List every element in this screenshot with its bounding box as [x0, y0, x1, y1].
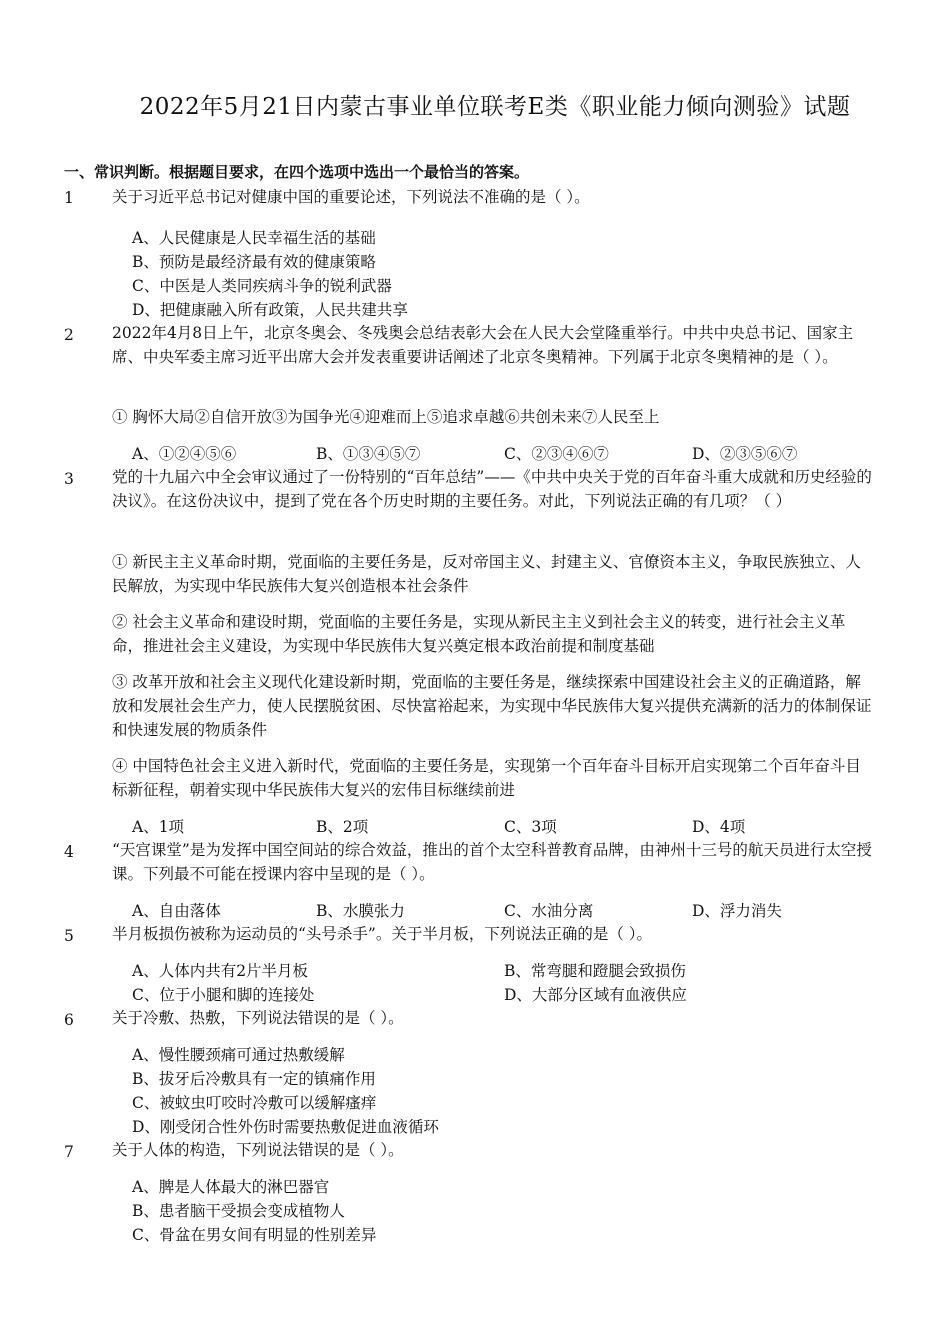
- question-7-option-b: B、患者脑干受损会变成植物人: [132, 1202, 345, 1220]
- question-4-option-c: C、水油分离: [504, 902, 594, 920]
- question-5-option-b: B、常弯腿和蹬腿会致损伤: [504, 962, 686, 980]
- question-2-item-list: ① 胸怀大局②自信开放③为国争光④迎难而上⑤追求卓越⑥共创未来⑦人民至上: [112, 408, 660, 426]
- question-5-option-a: A、人体内共有2片半月板: [132, 962, 309, 980]
- question-2-option-a: A、①②④⑤⑥: [132, 445, 237, 463]
- question-3-item-4: ④ 中国特色社会主义进入新时代，党面临的主要任务是，实现第一个百年奋斗目标开启实现第二个百年奋斗目标新征程，朝着实现中华民族伟大复兴的宏伟目标继续前进: [112, 757, 861, 799]
- question-2-option-d: D、②③⑤⑥⑦: [692, 445, 798, 463]
- question-6-option-a: A、慢性腰颈痛可通过热敷缓解: [132, 1046, 345, 1064]
- question-3-item-2: ② 社会主义革命和建设时期，党面临的主要任务是，实现从新民主主义到社会主义的转变，进行社会主义革命，推进社会主义建设，为实现中华民族伟大复兴奠定根本政治前提和制度基础: [112, 613, 846, 655]
- question-3-item-1: ① 新民主主义革命时期，党面临的主要任务是，反对帝国主义、封建主义、官僚资本主义，争取民族独立、人民解放，为实现中华民族伟大复兴创造根本社会条件: [112, 553, 861, 595]
- question-4-stem: “天宫课堂”是为发挥中国空间站的综合效益，推出的首个太空科普教育品牌，由神州十三号的航天员进行太空授课。下列最不可能在授课内容中呈现的是（ ）。: [112, 841, 872, 883]
- question-5-option-c: C、位于小腿和脚的连接处: [132, 986, 315, 1004]
- question-2-number: 2: [64, 326, 74, 344]
- question-5-stem: 半月板损伤被称为运动员的“头号杀手”。关于半月板，下列说法正确的是（ ）。: [112, 925, 653, 943]
- section-heading: 一、常识判断。根据题目要求，在四个选项中选出一个最恰当的答案。: [64, 163, 530, 181]
- question-2-stem: 2022年4月8日上午，北京冬奥会、冬残奥会总结表彰大会在人民大会堂隆重举行。中共中央总书记、国家主席、中央军委主席习近平出席大会并发表重要讲话阐述了北京冬奥精神。下列属于北京冬奥精神的是（ ）。: [112, 324, 854, 366]
- question-1-number: 1: [64, 189, 74, 207]
- question-6-number: 6: [64, 1011, 74, 1029]
- question-3-option-c: C、3项: [504, 818, 557, 836]
- question-3-item-3: ③ 改革开放和社会主义现代化建设新时期，党面临的主要任务是，继续探索中国建设社会主义的正确道路，解放和发展社会生产力，使人民摆脱贫困、尽快富裕起来，为实现中华民族伟大复兴提供充满新的活力的体制保证和快速发展的物质条件: [112, 673, 872, 739]
- question-6-stem: 关于冷敷、热敷，下列说法错误的是（ ）。: [112, 1009, 404, 1027]
- question-3-stem: 党的十九届六中全会审议通过了一份特别的“百年总结”——《中共中央关于党的百年奋斗重大成就和历史经验的决议》。在这份决议中，提到了党在各个历史时期的主要任务。对此，下列说法正确的有几项？（ ）: [112, 468, 872, 510]
- question-7-number: 7: [64, 1143, 74, 1161]
- question-4-option-b: B、水膜张力: [316, 902, 405, 920]
- question-6-option-d: D、刚受闭合性外伤时需要热敷促进血液循环: [132, 1118, 439, 1136]
- question-3-option-b: B、2项: [316, 818, 369, 836]
- question-1-option-d: D、把健康融入所有政策，人民共建共享: [132, 301, 408, 319]
- question-7-option-c: C、骨盆在男女间有明显的性别差异: [132, 1226, 377, 1244]
- question-6-option-b: B、拔牙后冷敷具有一定的镇痛作用: [132, 1070, 376, 1088]
- question-4-option-a: A、自由落体: [132, 902, 221, 920]
- question-2-option-b: B、①③④⑤⑦: [316, 445, 421, 463]
- question-1-option-b: B、预防是最经济最有效的健康策略: [132, 253, 376, 271]
- question-6-option-c: C、被蚊虫叮咬时冷敷可以缓解瘙痒: [132, 1094, 377, 1112]
- question-1-stem: 关于习近平总书记对健康中国的重要论述，下列说法不准确的是（ ）。: [112, 188, 590, 206]
- page-title: 2022年5月21日内蒙古事业单位联考E类《职业能力倾向测验》试题: [139, 94, 851, 120]
- question-1-option-c: C、中医是人类同疾病斗争的锐利武器: [132, 277, 392, 295]
- question-4-option-d: D、浮力消失: [692, 902, 782, 920]
- question-4-number: 4: [64, 843, 74, 861]
- question-5-number: 5: [64, 927, 74, 945]
- question-7-option-a: A、脾是人体最大的淋巴器官: [132, 1178, 330, 1196]
- question-5-option-d: D、大部分区域有血液供应: [504, 986, 687, 1004]
- question-1-option-a: A、人民健康是人民幸福生活的基础: [132, 229, 376, 247]
- question-7-stem: 关于人体的构造，下列说法错误的是（ ）。: [112, 1141, 404, 1159]
- question-3-option-a: A、1项: [132, 818, 185, 836]
- question-3-option-d: D、4项: [692, 818, 746, 836]
- question-2-option-c: C、②③④⑥⑦: [504, 445, 609, 463]
- question-3-number: 3: [64, 470, 74, 488]
